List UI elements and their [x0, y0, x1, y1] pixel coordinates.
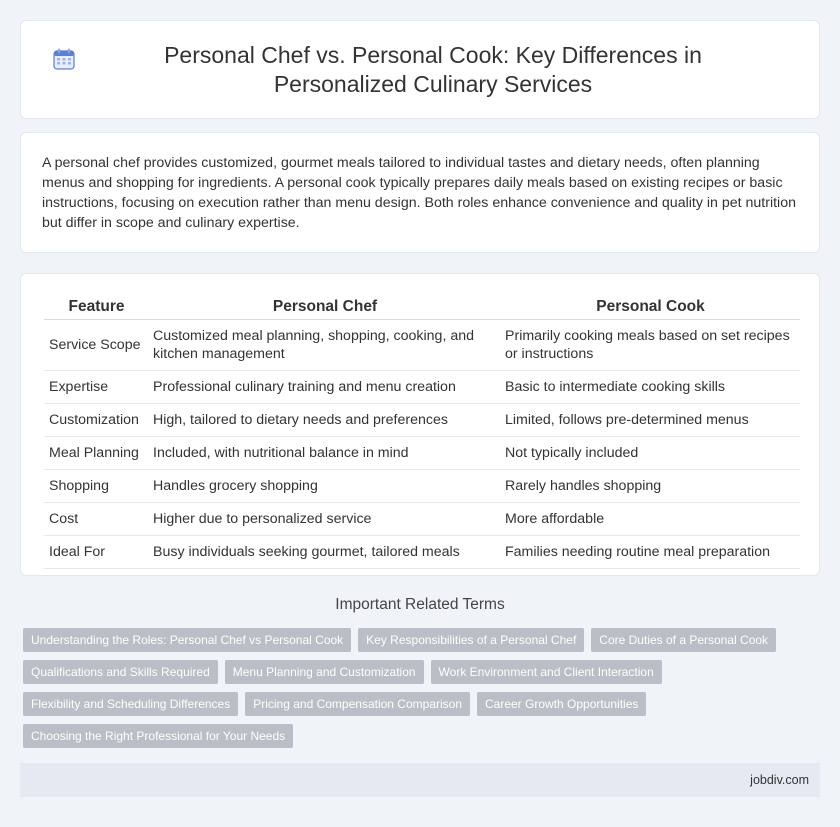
- chef-cell: Professional culinary training and menu creation: [149, 371, 501, 404]
- table-row: [44, 437, 800, 470]
- cook-cell: Primarily cooking meals based on set recipes or instructions: [501, 320, 800, 371]
- cook-cell: Not typically included: [501, 437, 800, 470]
- table-row: [44, 536, 800, 569]
- chef-cell: Customized meal planning, shopping, cooking, and kitchen management: [149, 320, 501, 371]
- column-header-personal-chef: Personal Chef: [149, 290, 501, 320]
- table-header-row: [44, 290, 800, 320]
- feature-cell: Meal Planning: [44, 437, 149, 470]
- related-terms-list: [23, 628, 803, 748]
- column-header-feature: Feature: [44, 290, 149, 320]
- related-term-tag[interactable]: Flexibility and Scheduling Differences: [23, 692, 238, 716]
- feature-cell: Shopping: [44, 470, 149, 503]
- feature-cell: Cost: [44, 503, 149, 536]
- chef-cell: Handles grocery shopping: [149, 470, 501, 503]
- cook-cell: More affordable: [501, 503, 800, 536]
- cook-cell: Families needing routine meal preparation: [501, 536, 800, 569]
- cook-cell: Basic to intermediate cooking skills: [501, 371, 800, 404]
- related-term-tag[interactable]: Choosing the Right Professional for Your Needs: [23, 724, 293, 748]
- column-header-personal-cook: Personal Cook: [501, 290, 800, 320]
- related-terms-title: Important Related Terms: [335, 596, 505, 613]
- cook-cell: Rarely handles shopping: [501, 470, 800, 503]
- cook-cell: Limited, follows pre-determined menus: [501, 404, 800, 437]
- related-term-tag[interactable]: Work Environment and Client Interaction: [431, 660, 662, 684]
- footer-site-link[interactable]: jobdiv.com: [750, 773, 809, 787]
- footer: [20, 763, 820, 797]
- comparison-table: [44, 290, 800, 569]
- chef-cell: Included, with nutritional balance in mind: [149, 437, 501, 470]
- page-title: Personal Chef vs. Personal Cook: Key Differences in Personalized Culinary Services: [164, 41, 702, 97]
- feature-cell: Service Scope: [44, 320, 149, 371]
- header-card: [20, 20, 820, 119]
- related-term-tag[interactable]: Career Growth Opportunities: [477, 692, 646, 716]
- chef-cell: High, tailored to dietary needs and preferences: [149, 404, 501, 437]
- table-row: [44, 404, 800, 437]
- related-term-tag[interactable]: Key Responsibilities of a Personal Chef: [358, 628, 584, 652]
- feature-cell: Customization: [44, 404, 149, 437]
- feature-cell: Expertise: [44, 371, 149, 404]
- related-term-tag[interactable]: Qualifications and Skills Required: [23, 660, 218, 684]
- related-term-tag[interactable]: Understanding the Roles: Personal Chef vs Personal Cook: [23, 628, 351, 652]
- related-term-tag[interactable]: Core Duties of a Personal Cook: [591, 628, 776, 652]
- related-term-tag[interactable]: Menu Planning and Customization: [225, 660, 424, 684]
- table-row: [44, 503, 800, 536]
- chef-cell: Busy individuals seeking gourmet, tailored meals: [149, 536, 501, 569]
- intro-card: [20, 132, 820, 253]
- intro-paragraph: A personal chef provides customized, gourmet meals tailored to individual tastes and dietary needs, often planning menus and shopping for ingredients. A personal cook typically prepares daily meals based on existing recipes or basic instructions, focusing on execution rather than menu design. Both roles enhance convenience and quality in pet nutrition but differ in scope and culinary expertise.: [42, 155, 796, 231]
- table-row: [44, 371, 800, 404]
- feature-cell: Ideal For: [44, 536, 149, 569]
- table-row: [44, 320, 800, 371]
- comparison-table-card: [20, 273, 820, 576]
- table-row: [44, 470, 800, 503]
- related-term-tag[interactable]: Pricing and Compensation Comparison: [245, 692, 470, 716]
- chef-cell: Higher due to personalized service: [149, 503, 501, 536]
